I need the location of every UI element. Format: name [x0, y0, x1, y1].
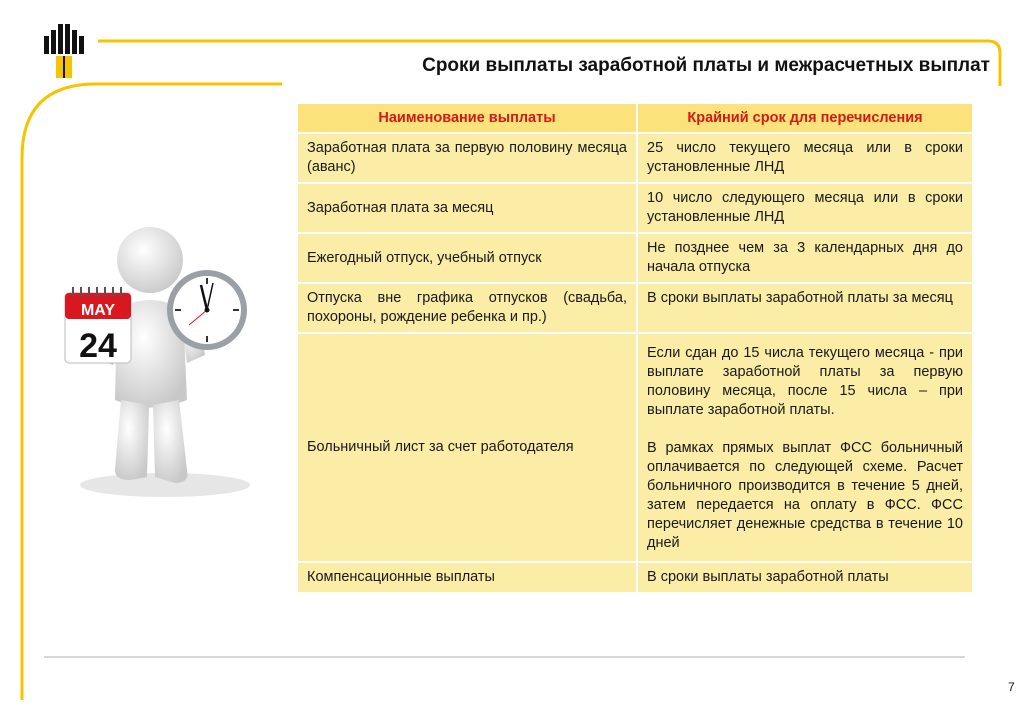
deadline-cell: 10 число следующего месяца или в сроки установленные ЛНД — [638, 184, 972, 232]
payment-name-cell: Больничный лист за счет работодателя — [298, 334, 636, 561]
column-header-payment-name: Наименование выплаты — [298, 104, 636, 132]
table-row — [298, 184, 972, 232]
deadline-cell: Не позднее чем за 3 календарных дня до начала отпуска — [638, 234, 972, 282]
clock-icon — [167, 270, 247, 350]
person-calendar-clock-illustration — [55, 215, 265, 515]
page-title: Сроки выплаты заработной платы и межрасчетных выплат — [422, 55, 990, 76]
deadline-cell: В сроки выплаты заработной платы за месяц — [638, 284, 972, 332]
table-row — [298, 284, 972, 332]
payment-name-cell: Заработная плата за месяц — [298, 184, 636, 232]
payment-name-cell: Отпуска вне графика отпусков (свадьба, похороны, рождение ребенка и пр.) — [298, 284, 636, 332]
payment-name-cell: Заработная плата за первую половину месяца (аванс) — [298, 134, 636, 182]
calendar-day: 24 — [79, 327, 117, 365]
payment-name-cell: Ежегодный отпуск, учебный отпуск — [298, 234, 636, 282]
company-logo — [40, 22, 88, 80]
table-row — [298, 334, 972, 561]
page-number: 7 — [1008, 680, 1015, 694]
table-row — [298, 234, 972, 282]
payments-table — [296, 102, 974, 594]
deadline-cell: В сроки выплаты заработной платы — [638, 563, 972, 592]
table-header-row — [298, 104, 972, 132]
calendar-icon — [65, 287, 131, 365]
deadline-paragraph: В рамках прямых выплат ФСС больничный оплачивается по следующей схеме. Расчет больничного производится в течение 5 дней, затем передается на оплату в ФСС. ФСС перечисляет денежные средства в течение 10 дней — [647, 440, 963, 551]
table-row — [298, 563, 972, 592]
table-row — [298, 134, 972, 182]
payment-name-cell: Компенсационные выплаты — [298, 563, 636, 592]
deadline-cell: 25 число текущего месяца или в сроки установленные ЛНД — [638, 134, 972, 182]
deadline-cell — [638, 334, 972, 561]
column-header-deadline: Крайний срок для перечисления — [638, 104, 972, 132]
calendar-month: MAY — [80, 302, 116, 319]
deadline-paragraph: Если сдан до 15 числа текущего месяца - при выплате заработной платы за первую половину месяца, после 15 числа – при выплате заработной платы. — [647, 345, 963, 418]
